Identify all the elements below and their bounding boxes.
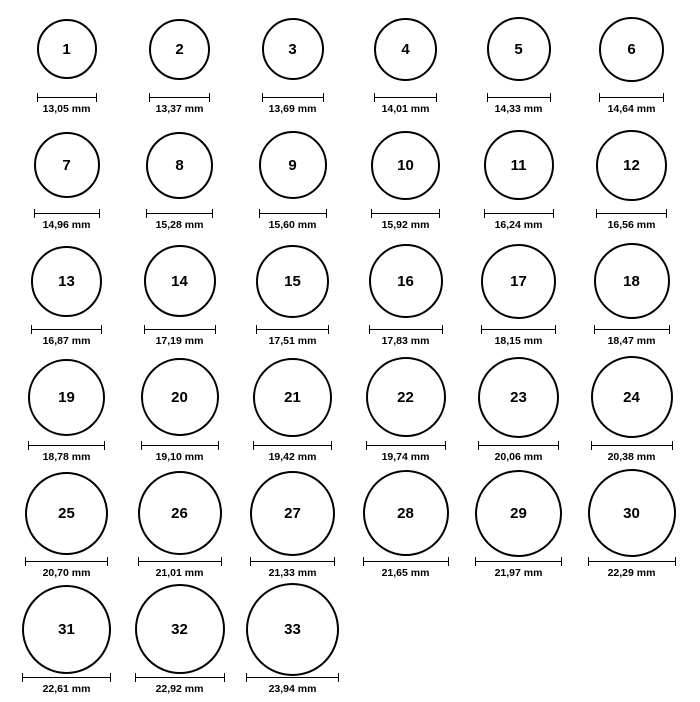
ring-circle-icon (366, 357, 446, 437)
ring-size-cell[interactable] (10, 122, 123, 238)
ring-size-cell[interactable] (462, 122, 575, 238)
ring-size-cell[interactable] (123, 6, 236, 122)
chart-row (10, 354, 690, 470)
ring-size-number: 2 (175, 40, 184, 58)
ring-size-number: 25 (58, 504, 75, 522)
ring-circle-wrap (25, 470, 108, 556)
ring-measure-label: 19,10 mm (155, 451, 204, 463)
ring-measure-label: 17,83 mm (381, 335, 430, 347)
ring-circle-wrap (138, 470, 222, 556)
ring-circle-wrap (588, 470, 676, 556)
ring-circle-icon (34, 132, 100, 198)
ring-circle-icon (484, 130, 554, 200)
ring-size-cell[interactable] (349, 122, 462, 238)
caliper-icon (594, 325, 670, 334)
chart-row (10, 238, 690, 354)
ring-circle-wrap (34, 122, 100, 208)
chart-row (10, 6, 690, 122)
ring-size-number: 8 (175, 156, 184, 174)
caliper-icon (374, 93, 437, 102)
chart-row (10, 586, 690, 702)
ring-circle-icon (363, 470, 449, 556)
ring-circle-icon (594, 243, 670, 319)
ring-circle-icon (478, 357, 559, 438)
caliper-icon (591, 441, 673, 450)
caliper-icon (28, 441, 105, 450)
ring-size-number: 10 (397, 156, 414, 174)
ring-measure-label: 22,92 mm (155, 683, 204, 695)
ring-circle-icon (259, 131, 327, 199)
caliper-icon (25, 557, 108, 566)
ring-size-cell[interactable] (575, 122, 688, 238)
ring-measure (588, 557, 676, 580)
ring-measure-label: 15,92 mm (381, 219, 430, 231)
ring-size-cell[interactable] (349, 238, 462, 354)
ring-measure (478, 441, 559, 464)
ring-size-number: 32 (171, 620, 188, 638)
caliper-icon (250, 557, 335, 566)
ring-circle-icon (28, 359, 105, 436)
ring-circle-icon (250, 471, 335, 556)
caliper-icon (588, 557, 676, 566)
caliper-icon (144, 325, 216, 334)
ring-size-number: 26 (171, 504, 188, 522)
ring-measure (259, 209, 327, 232)
ring-size-number: 27 (284, 504, 301, 522)
ring-size-number: 28 (397, 504, 414, 522)
ring-measure-label: 18,78 mm (42, 451, 91, 463)
ring-measure (591, 441, 673, 464)
ring-measure-label: 16,56 mm (607, 219, 656, 231)
ring-size-cell[interactable] (236, 122, 349, 238)
ring-size-number: 9 (288, 156, 297, 174)
ring-circle-wrap (599, 6, 664, 92)
ring-measure (475, 557, 562, 580)
ring-circle-wrap (246, 586, 339, 672)
ring-circle-icon (591, 356, 673, 438)
ring-circle-icon (481, 244, 556, 319)
ring-circle-icon (588, 469, 676, 557)
ring-measure-label: 15,28 mm (155, 219, 204, 231)
ring-measure (22, 673, 111, 696)
ring-circle-wrap (22, 586, 111, 672)
ring-size-number: 19 (58, 388, 75, 406)
ring-size-cell[interactable] (236, 354, 349, 470)
ring-size-cell[interactable] (10, 238, 123, 354)
ring-size-number: 29 (510, 504, 527, 522)
ring-measure-label: 20,38 mm (607, 451, 656, 463)
ring-circle-icon (149, 19, 210, 80)
ring-measure-label: 13,37 mm (155, 103, 204, 115)
ring-circle-icon (146, 132, 213, 199)
ring-circle-wrap (262, 6, 324, 92)
ring-size-cell[interactable] (123, 586, 236, 702)
ring-measure-label: 20,70 mm (42, 567, 91, 579)
ring-measure-label: 17,19 mm (155, 335, 204, 347)
ring-measure (37, 93, 97, 116)
ring-size-cell[interactable] (575, 470, 688, 586)
ring-measure (138, 557, 222, 580)
ring-circle-icon (144, 245, 216, 317)
ring-measure (374, 93, 437, 116)
ring-size-cell[interactable] (236, 586, 349, 702)
caliper-icon (246, 673, 339, 682)
caliper-icon (371, 209, 440, 218)
ring-circle-wrap (487, 6, 551, 92)
ring-size-cell[interactable] (123, 122, 236, 238)
ring-circle-wrap (481, 238, 556, 324)
ring-measure (246, 673, 339, 696)
ring-measure-label: 18,15 mm (494, 335, 543, 347)
ring-measure-label: 13,69 mm (268, 103, 317, 115)
ring-size-cell[interactable] (575, 238, 688, 354)
ring-size-cell[interactable] (123, 238, 236, 354)
ring-measure-label: 14,01 mm (381, 103, 430, 115)
ring-measure-label: 16,87 mm (42, 335, 91, 347)
ring-size-number: 3 (288, 40, 297, 58)
ring-size-cell[interactable] (462, 354, 575, 470)
ring-circle-wrap (250, 470, 335, 556)
ring-circle-wrap (256, 238, 329, 324)
ring-circle-wrap (478, 354, 559, 440)
ring-circle-icon (599, 17, 664, 82)
ring-size-number: 14 (171, 272, 188, 290)
ring-circle-wrap (363, 470, 449, 556)
ring-size-number: 33 (284, 620, 301, 638)
ring-measure-label: 23,94 mm (268, 683, 317, 695)
caliper-icon (256, 325, 329, 334)
ring-circle-icon (487, 17, 551, 81)
ring-measure (481, 325, 556, 348)
ring-size-cell[interactable] (349, 354, 462, 470)
caliper-icon (363, 557, 449, 566)
caliper-icon (599, 93, 664, 102)
ring-measure (149, 93, 210, 116)
ring-size-cell[interactable] (10, 354, 123, 470)
ring-measure-label: 15,60 mm (268, 219, 317, 231)
ring-measure (369, 325, 443, 348)
ring-measure (135, 673, 225, 696)
ring-measure-label: 22,61 mm (42, 683, 91, 695)
ring-measure (31, 325, 102, 348)
ring-size-cell[interactable] (123, 354, 236, 470)
ring-size-cell[interactable] (10, 6, 123, 122)
ring-circle-wrap (146, 122, 213, 208)
ring-size-number: 11 (510, 156, 527, 174)
ring-measure-label: 14,33 mm (494, 103, 543, 115)
ring-circle-wrap (37, 6, 97, 92)
caliper-icon (146, 209, 213, 218)
caliper-icon (22, 673, 111, 682)
ring-circle-icon (262, 18, 324, 80)
ring-size-number: 21 (284, 388, 301, 406)
caliper-icon (475, 557, 562, 566)
ring-measure (487, 93, 551, 116)
ring-circle-wrap (259, 122, 327, 208)
caliper-icon (135, 673, 225, 682)
caliper-icon (481, 325, 556, 334)
ring-circle-wrap (596, 122, 667, 208)
caliper-icon (487, 93, 551, 102)
caliper-icon (262, 93, 324, 102)
ring-size-cell[interactable] (462, 238, 575, 354)
ring-measure-label: 16,24 mm (494, 219, 543, 231)
ring-measure-label: 17,51 mm (268, 335, 317, 347)
caliper-icon (366, 441, 446, 450)
ring-size-cell[interactable] (123, 470, 236, 586)
ring-size-number: 18 (623, 272, 640, 290)
ring-measure (262, 93, 324, 116)
ring-circle-wrap (135, 586, 225, 672)
caliper-icon (37, 93, 97, 102)
ring-measure (146, 209, 213, 232)
ring-measure (366, 441, 446, 464)
ring-measure (594, 325, 670, 348)
ring-size-number: 6 (627, 40, 636, 58)
ring-circle-wrap (484, 122, 554, 208)
ring-circle-icon (31, 246, 102, 317)
caliper-icon (596, 209, 667, 218)
ring-size-cell[interactable] (236, 6, 349, 122)
ring-circle-wrap (366, 354, 446, 440)
ring-size-number: 24 (623, 388, 640, 406)
ring-measure-label: 18,47 mm (607, 335, 656, 347)
ring-size-cell[interactable] (236, 238, 349, 354)
ring-measure (28, 441, 105, 464)
ring-measure (141, 441, 219, 464)
caliper-icon (369, 325, 443, 334)
caliper-icon (31, 325, 102, 334)
ring-circle-wrap (31, 238, 102, 324)
ring-circle-icon (138, 471, 222, 555)
caliper-icon (259, 209, 327, 218)
ring-measure-label: 19,42 mm (268, 451, 317, 463)
ring-circle-icon (246, 583, 339, 676)
ring-circle-icon (141, 358, 219, 436)
ring-size-number: 4 (401, 40, 410, 58)
caliper-icon (141, 441, 219, 450)
ring-circle-wrap (475, 470, 562, 556)
ring-size-number: 15 (284, 272, 301, 290)
ring-size-cell[interactable] (462, 6, 575, 122)
ring-measure (599, 93, 664, 116)
chart-row (10, 470, 690, 586)
ring-size-number: 16 (397, 272, 414, 290)
ring-measure (363, 557, 449, 580)
ring-size-number: 17 (510, 272, 527, 290)
caliper-icon (149, 93, 210, 102)
ring-size-number: 5 (514, 40, 523, 58)
ring-size-cell[interactable] (575, 6, 688, 122)
ring-measure (25, 557, 108, 580)
ring-measure (371, 209, 440, 232)
ring-size-number: 23 (510, 388, 527, 406)
ring-size-number: 20 (171, 388, 188, 406)
caliper-icon (478, 441, 559, 450)
ring-size-cell[interactable] (462, 470, 575, 586)
ring-measure-label: 22,29 mm (607, 567, 656, 579)
ring-measure-label: 21,97 mm (494, 567, 543, 579)
ring-measure-label: 21,65 mm (381, 567, 430, 579)
ring-size-number: 1 (62, 40, 71, 58)
chart-row (10, 122, 690, 238)
ring-circle-icon (22, 585, 111, 674)
ring-circle-wrap (591, 354, 673, 440)
ring-measure-label: 14,64 mm (607, 103, 656, 115)
ring-measure-label: 19,74 mm (381, 451, 430, 463)
ring-measure-label: 21,33 mm (268, 567, 317, 579)
ring-measure (144, 325, 216, 348)
ring-measure (596, 209, 667, 232)
ring-circle-wrap (141, 354, 219, 440)
ring-measure (250, 557, 335, 580)
ring-size-cell[interactable] (236, 470, 349, 586)
ring-measure-label: 14,96 mm (42, 219, 91, 231)
ring-size-cell[interactable] (10, 470, 123, 586)
ring-circle-wrap (149, 6, 210, 92)
ring-measure (34, 209, 100, 232)
ring-circle-wrap (594, 238, 670, 324)
ring-measure (253, 441, 332, 464)
ring-circle-icon (256, 245, 329, 318)
ring-size-number: 22 (397, 388, 414, 406)
ring-size-number: 12 (623, 156, 640, 174)
ring-circle-icon (25, 472, 108, 555)
ring-measure-label: 21,01 mm (155, 567, 204, 579)
ring-circle-icon (371, 131, 440, 200)
caliper-icon (253, 441, 332, 450)
ring-size-cell[interactable] (349, 6, 462, 122)
ring-size-number: 13 (58, 272, 75, 290)
ring-circle-icon (253, 358, 332, 437)
ring-circle-wrap (369, 238, 443, 324)
ring-circle-icon (374, 18, 437, 81)
ring-circle-wrap (144, 238, 216, 324)
ring-size-cell[interactable] (349, 470, 462, 586)
ring-circle-wrap (28, 354, 105, 440)
ring-circle-icon (596, 130, 667, 201)
ring-circle-icon (369, 244, 443, 318)
caliper-icon (34, 209, 100, 218)
ring-circle-icon (135, 584, 225, 674)
ring-circle-icon (37, 19, 97, 79)
ring-measure (256, 325, 329, 348)
caliper-icon (138, 557, 222, 566)
ring-measure-label: 13,05 mm (42, 103, 91, 115)
ring-size-number: 30 (623, 504, 640, 522)
ring-circle-wrap (253, 354, 332, 440)
ring-measure (484, 209, 554, 232)
ring-measure-label: 20,06 mm (494, 451, 543, 463)
ring-size-cell[interactable] (575, 354, 688, 470)
ring-circle-wrap (371, 122, 440, 208)
ring-size-cell[interactable] (10, 586, 123, 702)
ring-size-number: 7 (62, 156, 71, 174)
ring-circle-icon (475, 470, 562, 557)
caliper-icon (484, 209, 554, 218)
ring-circle-wrap (374, 6, 437, 92)
ring-size-number: 31 (58, 620, 75, 638)
